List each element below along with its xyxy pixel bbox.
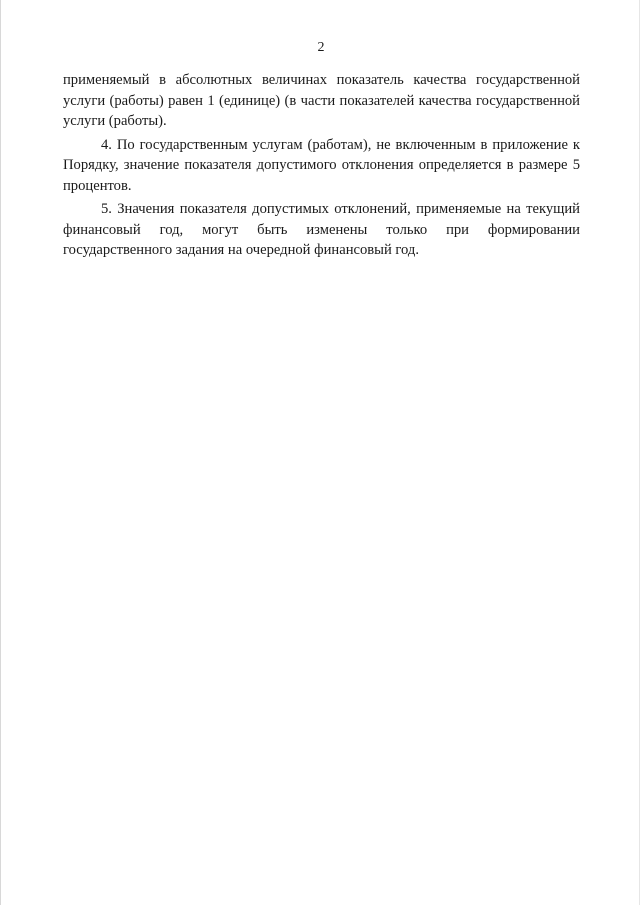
paragraph-continuation: применяемый в абсолютных величинах показатель качества государственной услуги (работы) равен 1 (единице) (в части показателей качества государственной услуги (работы). [63,72,580,129]
paragraph-item-5: 5. Значения показателя допустимых отклонений, применяемые на текущий финансовый год, могут быть изменены только при формировании государственного задания на очередной финансовый год. [63,201,580,258]
paragraph-item-4: 4. По государственным услугам (работам), не включенным в приложение к Порядку, значение показателя допустимого отклонения определяется в размере 5 процентов. [63,136,580,194]
page-number: 2 [317,40,325,55]
document-body [63,70,580,264]
